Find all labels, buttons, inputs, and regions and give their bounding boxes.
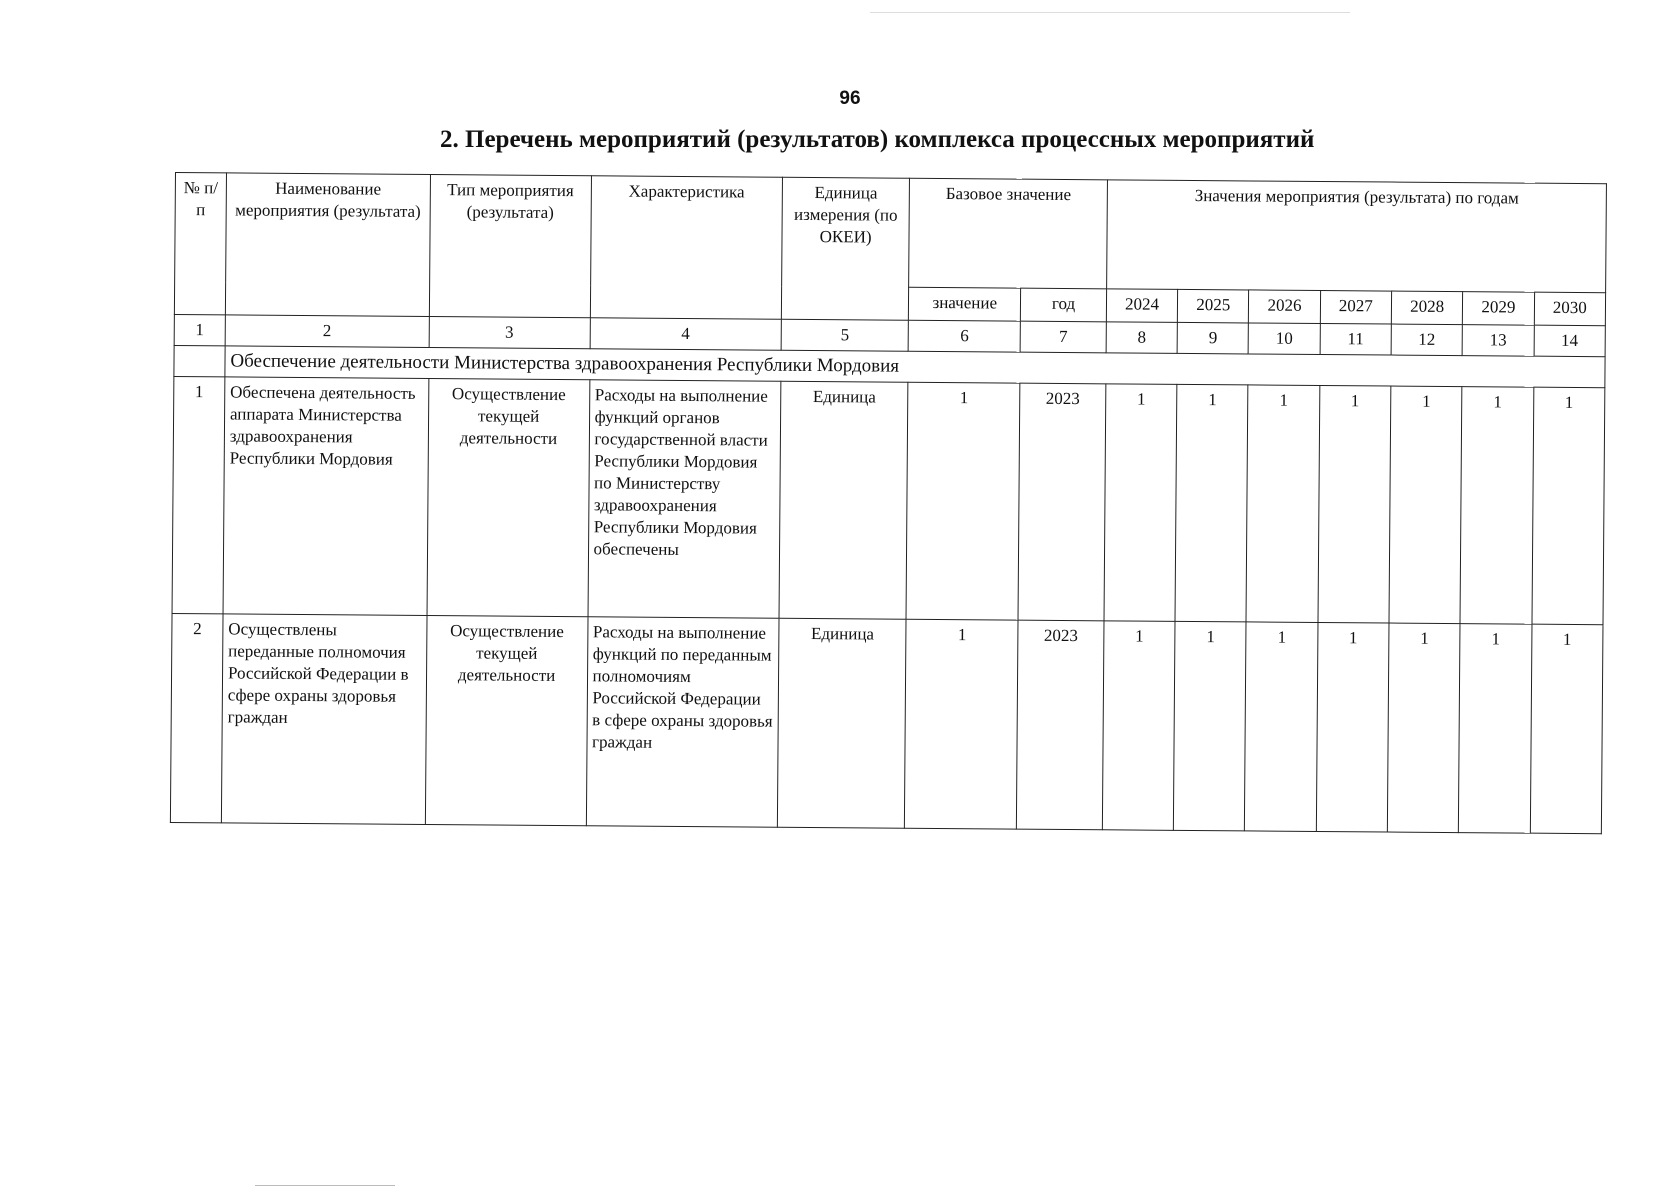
row-value-2024: 1 bbox=[1102, 621, 1175, 831]
row-value-2030: 1 bbox=[1530, 624, 1603, 834]
row-value-2027: 1 bbox=[1318, 385, 1391, 623]
row-num: 2 bbox=[170, 613, 223, 822]
row-value-2028: 1 bbox=[1387, 623, 1460, 833]
header-year-2025: 2025 bbox=[1177, 289, 1249, 323]
header-year-2027: 2027 bbox=[1320, 290, 1392, 324]
header-name: Наименование мероприятия (результата) bbox=[225, 173, 430, 317]
row-value-2025: 1 bbox=[1174, 621, 1247, 831]
header-characteristic: Характеристика bbox=[590, 176, 783, 319]
table-row bbox=[170, 613, 1603, 833]
header-year-2024: 2024 bbox=[1106, 289, 1178, 323]
measures-table-wrapper bbox=[170, 172, 1607, 834]
header-year-2028: 2028 bbox=[1391, 291, 1463, 325]
header-values-by-year: Значения мероприятия (результата) по годам bbox=[1106, 180, 1606, 293]
row-unit: Единица bbox=[779, 381, 908, 619]
row-name: Обеспечена деятельность аппарата Министерства здравоохранения Республики Мордовия bbox=[223, 377, 429, 616]
document-title: 2. Перечень мероприятий (результатов) комплекса процессных мероприятий bbox=[440, 126, 1315, 153]
scan-artifact-line bbox=[870, 12, 1350, 13]
header-base-year: год bbox=[1021, 288, 1107, 322]
row-base-value: 1 bbox=[906, 382, 1020, 620]
column-number: 8 bbox=[1106, 322, 1178, 354]
header-base: Базовое значение bbox=[909, 178, 1107, 289]
header-year-2030: 2030 bbox=[1534, 292, 1606, 326]
column-number: 11 bbox=[1320, 323, 1392, 355]
column-number: 6 bbox=[908, 320, 1020, 352]
row-value-2029: 1 bbox=[1459, 624, 1532, 834]
row-type: Осуществление текущей деятельности bbox=[425, 615, 588, 825]
header-base-value: значение bbox=[909, 287, 1021, 321]
column-number: 14 bbox=[1534, 325, 1606, 357]
row-base-year: 2023 bbox=[1018, 383, 1105, 621]
measures-table bbox=[170, 172, 1607, 834]
row-name: Осуществлены переданные полномочия Российской Федерации в сфере охраны здоровья граждан bbox=[221, 614, 426, 825]
scan-artifact-line bbox=[255, 1185, 395, 1186]
header-unit: Единица измерения (по ОКЕИ) bbox=[781, 177, 909, 320]
row-value-2027: 1 bbox=[1316, 622, 1389, 832]
column-number: 1 bbox=[174, 314, 225, 345]
column-number: 10 bbox=[1249, 323, 1321, 355]
header-year-2029: 2029 bbox=[1463, 292, 1535, 326]
page-number: 96 bbox=[839, 88, 861, 109]
header-type: Тип мероприятия (результата) bbox=[429, 175, 591, 318]
column-number: 3 bbox=[429, 316, 590, 348]
column-number: 2 bbox=[225, 315, 429, 348]
table-row bbox=[172, 376, 1605, 624]
row-characteristic: Расходы на выполнение функций органов государственной власти Республики Мордовия по Министерству здравоохранения Республики Мордовия обеспечены bbox=[588, 380, 781, 618]
row-value-2025: 1 bbox=[1175, 384, 1248, 622]
section-title: Обеспечение деятельности Министерства здравоохранения Республики Мордовия bbox=[225, 346, 1605, 388]
column-number: 5 bbox=[781, 319, 909, 351]
column-number: 7 bbox=[1020, 321, 1106, 353]
header-row bbox=[175, 173, 1607, 293]
section-blank bbox=[174, 345, 225, 376]
row-base-year: 2023 bbox=[1017, 620, 1104, 830]
row-type: Осуществление текущей деятельности bbox=[427, 378, 590, 616]
column-number: 13 bbox=[1462, 325, 1534, 357]
header-year-2026: 2026 bbox=[1249, 290, 1321, 324]
row-characteristic: Расходы на выполнение функций по переданным полномочиям Российской Федерации в сфере охраны здоровья граждан bbox=[586, 617, 779, 827]
row-value-2029: 1 bbox=[1460, 387, 1533, 625]
row-value-2028: 1 bbox=[1389, 386, 1462, 624]
row-value-2030: 1 bbox=[1532, 387, 1605, 625]
row-value-2026: 1 bbox=[1246, 385, 1319, 623]
header-num: № п/п bbox=[174, 173, 226, 315]
column-number: 4 bbox=[590, 318, 782, 351]
row-unit: Единица bbox=[777, 618, 906, 828]
column-number: 12 bbox=[1391, 324, 1463, 356]
row-value-2024: 1 bbox=[1104, 384, 1177, 622]
column-number: 9 bbox=[1177, 322, 1249, 354]
row-num: 1 bbox=[172, 376, 225, 613]
row-base-value: 1 bbox=[905, 619, 1019, 829]
row-value-2026: 1 bbox=[1245, 622, 1318, 832]
